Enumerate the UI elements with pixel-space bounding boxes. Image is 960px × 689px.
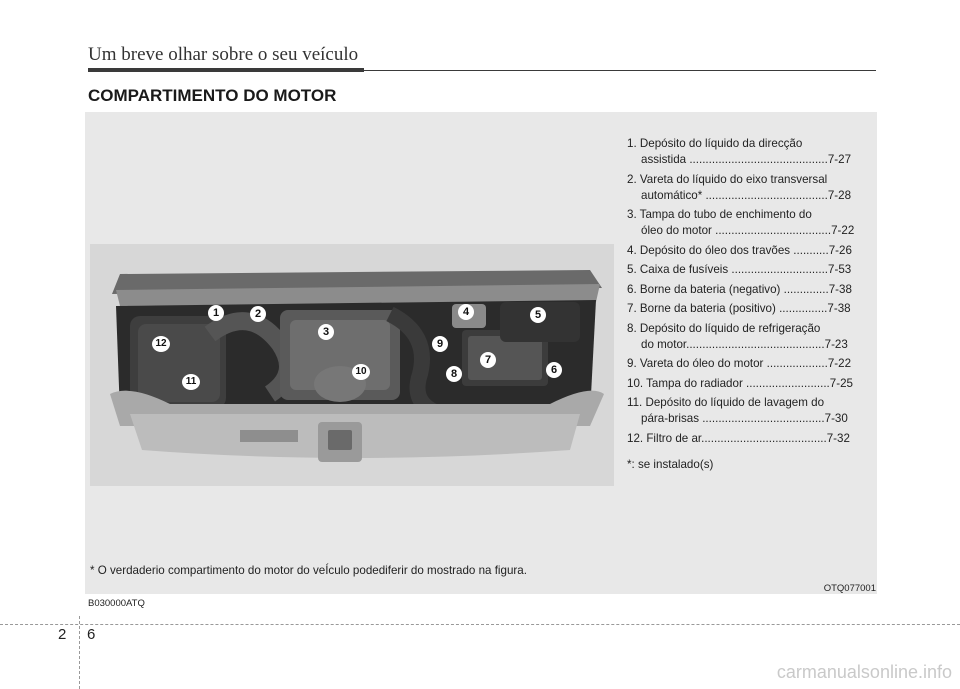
- callout-10: 10: [352, 364, 370, 380]
- callout-3: 3: [318, 324, 334, 340]
- component-legend: [627, 136, 867, 450]
- legend-item-10: 10. Tampa do radiador ..........................7-25: [627, 376, 853, 390]
- legend-item-9: 9. Vareta do óleo do motor ...................7-22: [627, 357, 852, 370]
- chapter-number: 2: [58, 626, 67, 643]
- document-code: B030000ATQ: [88, 598, 145, 609]
- header-rule-thick: [88, 68, 364, 72]
- callout-12: 12: [152, 336, 170, 352]
- callout-5: 5: [530, 307, 546, 323]
- legend-item-5: 5. Caixa de fusíveis ..............................7-53: [627, 263, 852, 276]
- legend-item-7: 7. Borne da bateria (positivo) ...............7-38: [627, 302, 851, 315]
- legend-item-3: 3. Tampa do tubo de enchimento do óleo do motor ....................................7-22: [627, 208, 855, 237]
- legend-item-2: 2. Vareta do líquido do eixo transversal automático* ......................................7-28: [627, 172, 852, 202]
- legend-item-8: 8. Depósito do líquido de refrigeração do motor...........................................7-23: [627, 321, 848, 351]
- optional-footnote: *: se instalado(s): [627, 458, 714, 471]
- engine-compartment-photo: [90, 244, 614, 486]
- watermark-text: carmanualsonline.info: [776, 662, 952, 682]
- page-footer-divider: [79, 616, 80, 689]
- header-rule-thin: [364, 70, 876, 71]
- callout-9: 9: [432, 336, 448, 352]
- callout-7: 7: [480, 352, 496, 368]
- legend-item-11: 11. Depósito do líquido de lavagem do pára-brisas ......................................7-30: [627, 396, 848, 425]
- page-footer-rule: [0, 624, 960, 625]
- callout-8: 8: [446, 366, 462, 382]
- legend-item-4: 4. Depósito do óleo dos travões ...........7-26: [627, 243, 852, 257]
- legend-item-12: 12. Filtro de ar.......................................7-32: [627, 431, 850, 445]
- figure-code: OTQ077001: [823, 583, 876, 594]
- page-header-title: Um breve olhar sobre o seu veículo: [88, 44, 359, 65]
- callout-4: 4: [458, 304, 474, 320]
- legend-item-6: 6. Borne da bateria (negativo) ..............7-38: [627, 282, 852, 296]
- figure-disclaimer: * O verdaderio compartimento do motor do veÍculo podediferir do mostrado na figura.: [90, 564, 527, 577]
- callout-11: 11: [182, 374, 200, 390]
- legend-item-1: 1. Depósito do líquido da direcção assistida ...........................................7-27: [627, 137, 852, 166]
- callout-6: 6: [546, 362, 562, 378]
- engine-illustration: [90, 244, 614, 486]
- page-number: 6: [87, 626, 96, 643]
- callout-1: 1: [208, 305, 224, 321]
- section-title: COMPARTIMENTO DO MOTOR: [88, 86, 337, 105]
- callout-2: 2: [250, 306, 266, 322]
